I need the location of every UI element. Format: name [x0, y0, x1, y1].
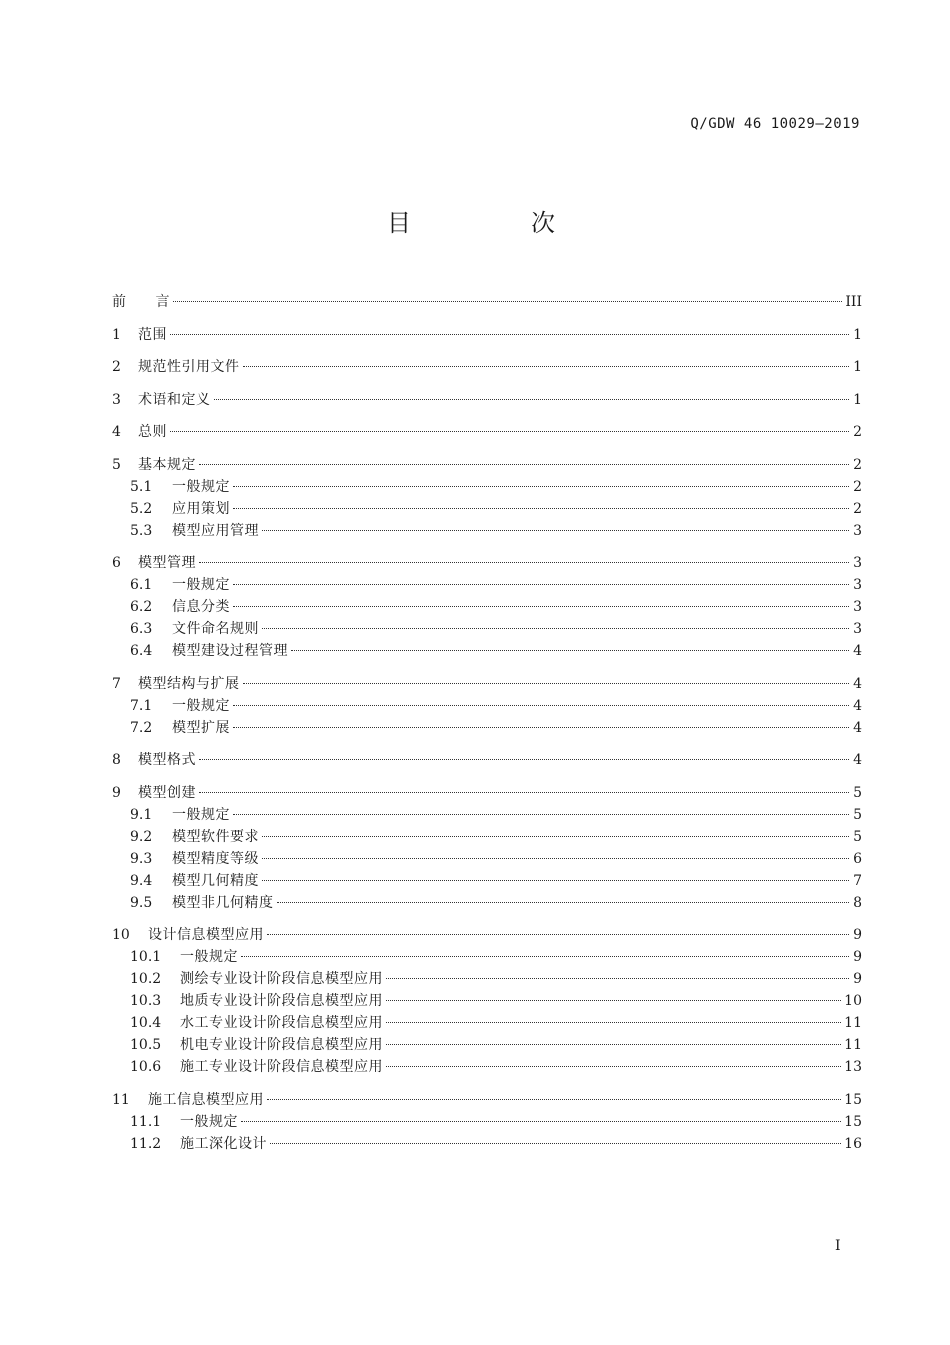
toc-entry[interactable] [112, 291, 862, 313]
toc-entry-number: 10.6 [130, 1059, 162, 1075]
toc-entry-label: 基本规定 [138, 456, 196, 473]
toc-entry-number: 9.3 [130, 850, 153, 867]
toc-entry-label: 设计信息模型应用 [148, 927, 264, 943]
toc-entry[interactable] [112, 1089, 862, 1111]
toc-entry-number: 5 [112, 456, 121, 473]
toc-entry[interactable] [112, 324, 862, 346]
toc-entry-label: 模型扩展 [172, 719, 230, 736]
toc-entry-label: 模型创建 [138, 784, 196, 801]
toc-entry[interactable] [112, 848, 862, 870]
toc-entry[interactable] [112, 421, 862, 443]
toc-entry-number: 5.1 [130, 478, 153, 495]
toc-entry-number: 10.4 [130, 1015, 162, 1031]
dot-leader [291, 650, 849, 651]
toc-entry-number: 10 [112, 927, 130, 943]
toc-entry-number: 6.2 [130, 599, 153, 615]
toc-entry-page: 10 [844, 993, 862, 1009]
toc-entry-number: 7 [112, 675, 121, 692]
dot-leader [199, 792, 849, 793]
dot-leader [233, 606, 849, 607]
toc-entry[interactable] [112, 498, 862, 520]
toc-entry-label: 一般规定 [172, 478, 230, 495]
toc-entry-label: 范围 [138, 326, 167, 343]
dot-leader [386, 1044, 841, 1045]
dot-leader [270, 1143, 841, 1144]
toc-entry-page: 2 [853, 500, 862, 517]
toc-entry-page: 3 [853, 599, 862, 615]
toc-entry-label: 施工信息模型应用 [148, 1091, 264, 1108]
toc-entry-page: 1 [853, 326, 862, 343]
toc-entry-number: 6 [112, 555, 121, 571]
toc-entry-label: 施工专业设计阶段信息模型应用 [180, 1059, 383, 1075]
toc-entry-label: 前 言 [112, 294, 170, 310]
toc-entry[interactable] [112, 892, 862, 914]
toc-entry[interactable] [112, 946, 862, 968]
dot-leader [386, 1066, 841, 1067]
dot-leader [262, 836, 849, 837]
toc-entry[interactable] [112, 476, 862, 498]
toc-entry-label: 一般规定 [180, 1113, 238, 1130]
toc-entry-label: 术语和定义 [138, 391, 211, 408]
toc-entry-number: 1 [112, 326, 121, 343]
toc-entry[interactable] [112, 924, 862, 946]
dot-leader [199, 759, 849, 760]
table-of-contents [112, 291, 862, 1155]
toc-entry-page: 11 [844, 1015, 862, 1031]
toc-entry-number: 10.1 [130, 949, 162, 965]
toc-entry-page: 3 [853, 555, 862, 571]
toc-entry-label: 应用策划 [172, 500, 230, 517]
toc-entry-number: 3 [112, 391, 121, 408]
toc-entry-page: 3 [853, 522, 862, 539]
page-title: 目 次 [387, 209, 603, 237]
toc-entry-number: 10.2 [130, 971, 162, 987]
dot-leader [214, 399, 850, 400]
dot-leader [386, 978, 849, 979]
toc-entry-page: 15 [844, 1113, 862, 1130]
toc-entry[interactable] [112, 640, 862, 662]
toc-entry[interactable] [112, 1133, 862, 1155]
dot-leader [199, 464, 849, 465]
toc-entry-number: 5.3 [130, 522, 153, 539]
dot-leader [262, 858, 849, 859]
standard-number: Q/GDW 46 10029—2019 [690, 116, 860, 132]
dot-leader [267, 934, 849, 935]
toc-entry-label: 一般规定 [172, 577, 230, 593]
toc-entry-page: 5 [853, 828, 862, 845]
toc-entry-page: 9 [853, 971, 862, 987]
dot-leader [241, 956, 849, 957]
toc-entry-label: 施工深化设计 [180, 1135, 267, 1152]
dot-leader [199, 562, 849, 563]
toc-entry-page: 13 [844, 1059, 862, 1075]
toc-entry-label: 一般规定 [180, 949, 238, 965]
toc-entry[interactable] [112, 782, 862, 804]
toc-entry[interactable] [112, 454, 862, 476]
toc-entry-label: 模型建设过程管理 [172, 643, 288, 659]
toc-entry[interactable] [112, 1056, 862, 1078]
toc-entry-page: 15 [844, 1091, 862, 1108]
toc-entry-label: 模型应用管理 [172, 522, 259, 539]
toc-entry-label: 测绘专业设计阶段信息模型应用 [180, 971, 383, 987]
toc-entry-label: 信息分类 [172, 599, 230, 615]
dot-leader [386, 1000, 841, 1001]
toc-entry-label: 模型格式 [138, 752, 196, 768]
dot-leader [233, 584, 849, 585]
dot-leader [243, 683, 850, 684]
toc-entry-number: 10.5 [130, 1037, 162, 1053]
dot-leader [277, 902, 850, 903]
toc-entry-page: 3 [853, 621, 862, 637]
toc-entry-page: 5 [853, 784, 862, 801]
toc-entry-page: 2 [853, 456, 862, 473]
dot-leader [233, 486, 849, 487]
toc-entry[interactable] [112, 1012, 862, 1034]
toc-entry-label: 模型管理 [138, 555, 196, 571]
toc-entry-label: 文件命名规则 [172, 621, 259, 637]
toc-entry-number: 7.2 [130, 719, 153, 736]
dot-leader [243, 366, 850, 367]
toc-entry[interactable] [112, 552, 862, 574]
dot-leader [233, 814, 849, 815]
toc-entry[interactable] [112, 389, 862, 411]
toc-entry-page: 4 [853, 675, 862, 692]
dot-leader [241, 1121, 841, 1122]
toc-entry-label: 模型非几何精度 [172, 894, 274, 911]
toc-entry-label: 一般规定 [172, 697, 230, 714]
toc-entry-number: 7.1 [130, 697, 153, 714]
dot-leader [170, 431, 849, 432]
toc-entry[interactable] [112, 804, 862, 826]
toc-entry[interactable] [112, 968, 862, 990]
toc-entry-label: 一般规定 [172, 806, 230, 823]
toc-entry-label: 模型几何精度 [172, 872, 259, 889]
page-number: I [835, 1238, 841, 1254]
toc-entry-number: 11.2 [130, 1135, 162, 1152]
toc-entry-page: 6 [853, 850, 862, 867]
toc-entry[interactable] [112, 1111, 862, 1133]
toc-entry-page: III [845, 294, 862, 310]
dot-leader [233, 727, 849, 728]
dot-leader [233, 508, 849, 509]
dot-leader [386, 1022, 841, 1023]
toc-entry-label: 地质专业设计阶段信息模型应用 [180, 993, 383, 1009]
toc-entry[interactable] [112, 826, 862, 848]
toc-entry-label: 模型精度等级 [172, 850, 259, 867]
toc-entry-label: 模型结构与扩展 [138, 675, 240, 692]
toc-entry-label: 机电专业设计阶段信息模型应用 [180, 1037, 383, 1053]
toc-entry-page: 2 [853, 424, 862, 440]
toc-entry[interactable] [112, 673, 862, 695]
toc-entry-page: 11 [844, 1037, 862, 1053]
toc-entry-page: 5 [853, 806, 862, 823]
toc-entry[interactable] [112, 695, 862, 717]
toc-entry-number: 5.2 [130, 500, 153, 517]
toc-entry-number: 9 [112, 784, 121, 801]
toc-entry-number: 6.4 [130, 643, 153, 659]
dot-leader [262, 530, 849, 531]
toc-entry-page: 2 [853, 478, 862, 495]
toc-entry-page: 4 [853, 719, 862, 736]
toc-entry-page: 16 [844, 1135, 862, 1152]
toc-entry-number: 8 [112, 752, 121, 768]
toc-entry-number: 11.1 [130, 1113, 162, 1130]
toc-entry-number: 2 [112, 359, 121, 375]
toc-entry-number: 9.4 [130, 872, 153, 889]
toc-entry-page: 4 [853, 697, 862, 714]
dot-leader [267, 1099, 841, 1100]
toc-entry[interactable] [112, 990, 862, 1012]
dot-leader [262, 880, 849, 881]
toc-entry[interactable] [112, 574, 862, 596]
toc-entry-label: 规范性引用文件 [138, 359, 240, 375]
toc-entry-page: 4 [853, 643, 862, 659]
toc-entry-number: 9.2 [130, 828, 153, 845]
toc-entry[interactable] [112, 596, 862, 618]
dot-leader [173, 301, 842, 302]
toc-entry-number: 10.3 [130, 993, 162, 1009]
toc-entry-page: 8 [853, 894, 862, 911]
toc-entry[interactable] [112, 870, 862, 892]
toc-entry-page: 7 [853, 872, 862, 889]
toc-entry[interactable] [112, 618, 862, 640]
toc-entry-page: 9 [853, 949, 862, 965]
toc-entry-label: 水工专业设计阶段信息模型应用 [180, 1015, 383, 1031]
toc-entry-page: 1 [853, 391, 862, 408]
toc-entry-number: 9.5 [130, 894, 153, 911]
toc-entry-page: 4 [853, 752, 862, 768]
toc-entry-number: 6.3 [130, 621, 153, 637]
toc-entry[interactable] [112, 1034, 862, 1056]
toc-entry-number: 11 [112, 1091, 130, 1108]
toc-entry-number: 6.1 [130, 577, 153, 593]
toc-entry-page: 1 [853, 359, 862, 375]
dot-leader [233, 705, 849, 706]
toc-entry[interactable] [112, 356, 862, 378]
toc-entry[interactable] [112, 717, 862, 739]
toc-entry-number: 4 [112, 424, 121, 440]
toc-entry-label: 模型软件要求 [172, 828, 259, 845]
toc-entry[interactable] [112, 749, 862, 771]
toc-entry[interactable] [112, 520, 862, 542]
toc-entry-label: 总则 [138, 424, 167, 440]
dot-leader [262, 628, 849, 629]
toc-entry-number: 9.1 [130, 806, 153, 823]
dot-leader [170, 334, 849, 335]
toc-entry-page: 3 [853, 577, 862, 593]
toc-entry-page: 9 [853, 927, 862, 943]
